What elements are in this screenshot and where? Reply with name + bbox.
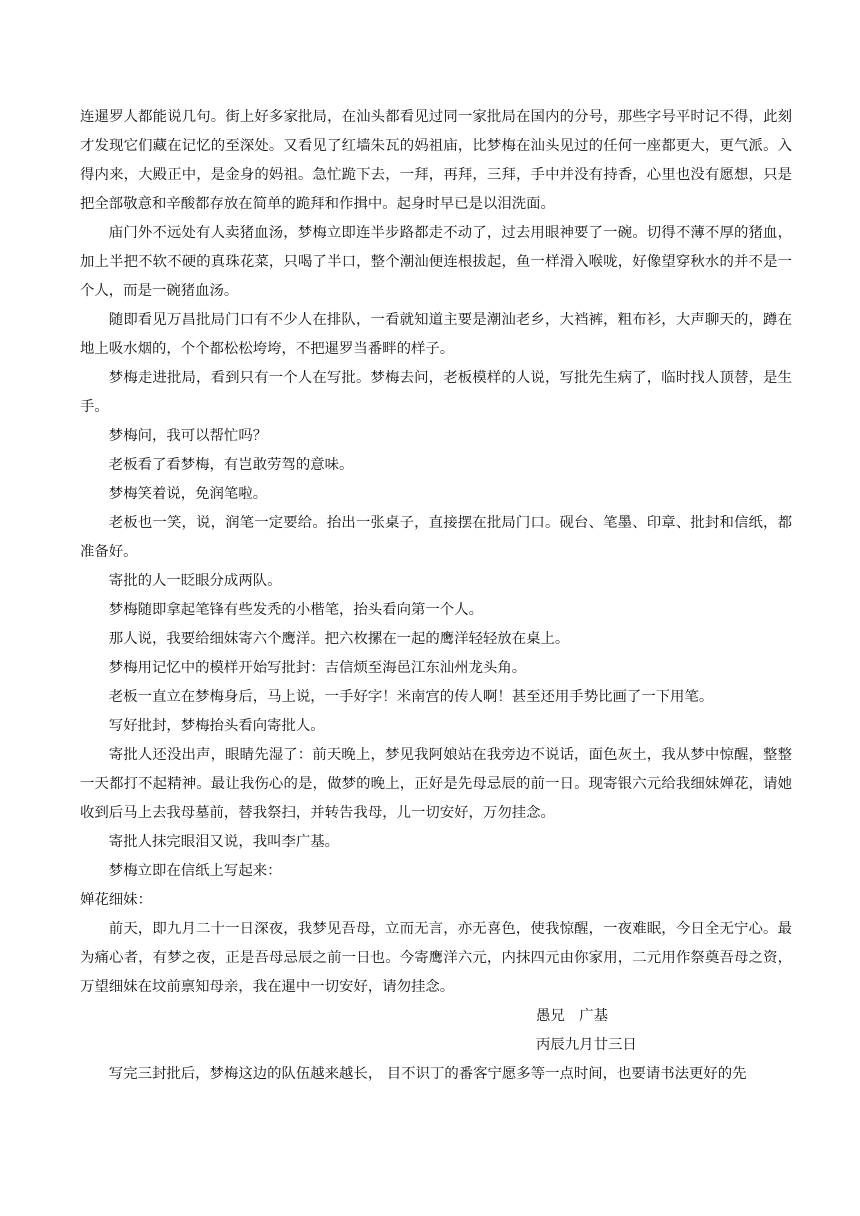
letter-salutation: 婵花细妹： [80,892,152,908]
paragraph-7: 梦梅笑着说，免润笔啦。 [108,486,268,502]
paragraph-8: 老板也一笑，说，润笔一定要给。抬出一张桌子，直接摆在批局门口。砚台、笔墨、印章、批封和信纸，都准备好。 [80,515,792,560]
paragraph-12: 梦梅用记忆中的模样开始写批封：吉信烦至海邑江东汕州龙头角。 [108,660,527,676]
closing-paragraph: 写完三封批后，梦梅这边的队伍越来越长， 目不识丁的番客宁愿多等一点时间，也要请书法更好的先 [108,1066,747,1082]
paragraph-17: 梦梅立即在信纸上写起来： [108,863,282,879]
paragraph-9: 寄批的人一眨眼分成两队。 [108,573,282,589]
paragraph-3: 随即看见万昌批局门口有不少人在排队，一看就知道主要是潮汕老乡，大裆裤，粗布衫，大声聊天的，蹲在地上吸水烟的，个个都松松垮垮，不把暹罗当番畔的样子。 [80,312,792,357]
paragraph-13: 老板一直立在梦梅身后，马上说，一手好字！米南宫的传人啊！甚至还用手势比画了一下用笔。 [108,689,714,705]
letter-signature-name: 愚兄 广基 [536,1008,608,1024]
paragraph-16: 寄批人抹完眼泪又说，我叫李广基。 [108,834,340,850]
letter-body: 前天，即九月二十一日深夜，我梦见吾母，立而无言，亦无喜色，使我惊醒，一夜难眠，今日全无宁心。最为痛心者，有梦之夜，正是吾母忌辰之前一日也。今寄鹰洋六元，内抹四元由你家用，二元用作祭奠吾母之资，万望细妹在坟前禀知母亲，我在暹中一切安好，请勿挂念。 [80,921,792,995]
paragraph-6: 老板看了看梦梅，有岂敢劳驾的意味。 [108,457,354,473]
paragraph-5: 梦梅问，我可以帮忙吗？ [108,428,268,444]
document-body [80,103,792,1089]
paragraph-10: 梦梅随即拿起笔锋有些发秃的小楷笔，抬头看向第一个人。 [108,602,483,618]
paragraph-1: 连暹罗人都能说几句。街上好多家批局，在汕头都看见过同一家批局在国内的分号，那些字号平时记不得，此刻才发现它们藏在记忆的至深处。又看见了红墙朱瓦的妈祖庙，比梦梅在汕头见过的任何一座都更大，更气派。入得内来，大殿正中，是金身的妈祖。急忙跪下去，一拜，再拜，三拜，手中并没有持香，心里也没有愿想，只是把全部敬意和辛酸都存放在简单的跪拜和作揖中。起身时早已是以泪洗面。 [80,109,792,212]
paragraph-4: 梦梅走进批局，看到只有一个人在写批。梦梅去问，老板模样的人说，写批先生病了，临时找人顶替，是生手。 [80,370,792,415]
paragraph-15: 寄批人还没出声，眼睛先湿了：前天晚上，梦见我阿娘站在我旁边不说话，面色灰土，我从梦中惊醒，整整一天都打不起精神。最让我伤心的是，做梦的晚上，正好是先母忌辰的前一日。现寄银六元给我细妹婵花，请她收到后马上去我母墓前，替我祭扫，并转告我母，儿一切安好，万勿挂念。 [80,747,792,821]
paragraph-14: 写好批封，梦梅抬头看向寄批人。 [108,718,325,734]
paragraph-2: 庙门外不远处有人卖猪血汤，梦梅立即连半步路都走不动了，过去用眼神要了一碗。切得不薄不厚的猪血，加上半把不软不硬的真珠花菜，只喝了半口，整个潮汕便连根拔起，鱼一样滑入喉咙，好像望穿秋水的并不是一个人，而是一碗猪血汤。 [80,225,792,299]
paragraph-11: 那人说，我要给细妹寄六个鹰洋。把六枚摞在一起的鹰洋轻轻放在桌上。 [108,631,570,647]
letter-signature-date: 丙辰九月廿三日 [536,1037,637,1053]
